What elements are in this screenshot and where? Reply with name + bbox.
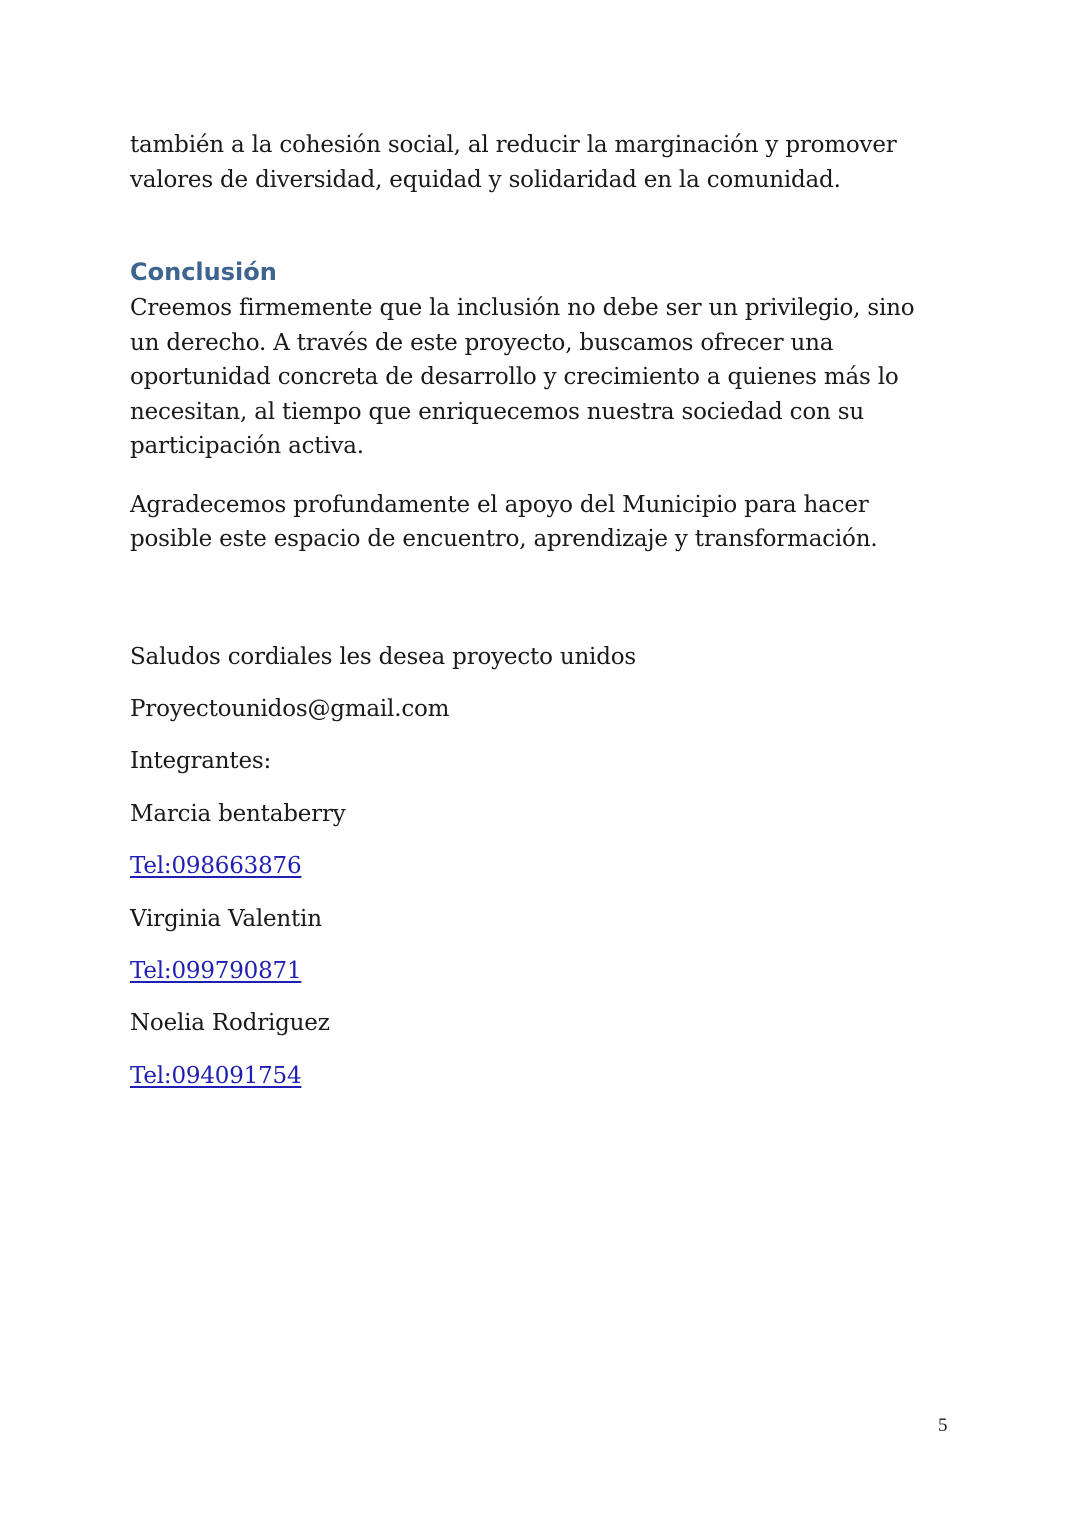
email-line: Proyectounidos@gmail.com: [130, 695, 450, 722]
members-label: Integrantes:: [130, 748, 272, 775]
member-phone: [130, 840, 950, 892]
phone-link[interactable]: Tel:094091754: [130, 1062, 302, 1089]
page-content: [130, 128, 950, 1102]
phone-link[interactable]: Tel:099790871: [130, 957, 302, 984]
member-phone: [130, 945, 950, 997]
member-name: Marcia bentaberry: [130, 800, 346, 827]
greeting-line: Saludos cordiales les desea proyecto unidos: [130, 643, 636, 670]
member-phone: [130, 1050, 950, 1102]
conclusion-paragraph-2: Agradecemos profundamente el apoyo del Municipio para hacer posible este espacio de encuentro, aprendizaje y transformación.: [130, 491, 878, 552]
intro-paragraph: también a la cohesión social, al reducir la marginación y promover valores de diversidad, equidad y solidaridad en la comunidad.: [130, 132, 897, 193]
section-heading-conclusion: Conclusión: [130, 258, 277, 286]
member-name: Noelia Rodriguez: [130, 1010, 330, 1037]
closing-block: [130, 631, 950, 1103]
phone-link[interactable]: Tel:098663876: [130, 853, 302, 880]
page-number: 5: [938, 1415, 948, 1436]
conclusion-paragraph-1: Creemos firmemente que la inclusión no debe ser un privilegio, sino un derecho. A través de este proyecto, buscamos ofrecer una oportunidad concreta de desarrollo y crecimiento a quienes más lo necesitan, al tiempo que enriquecemos nuestra sociedad con su participación activa.: [130, 295, 915, 459]
member-name: Virginia Valentin: [130, 905, 322, 932]
